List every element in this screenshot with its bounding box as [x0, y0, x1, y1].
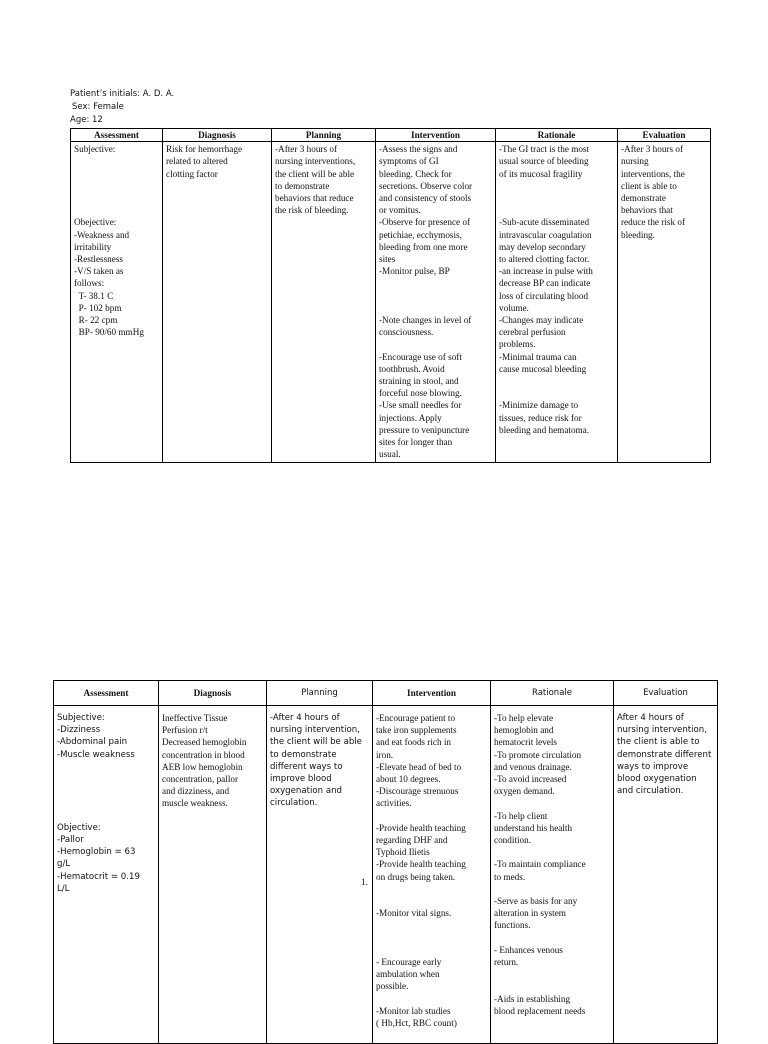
cell-line: bleeding. [621, 229, 655, 240]
header-planning: Planning [272, 129, 376, 142]
cell-line: -After 4 hours of [270, 713, 340, 723]
cell-line: regarding DHF and [376, 835, 448, 846]
cell-line [494, 932, 610, 944]
table-header-row [71, 129, 711, 142]
cell-line: hemoglobin and [494, 725, 554, 736]
cell-line [74, 168, 159, 180]
cell-line: and dizziness, and [162, 786, 230, 797]
cell-line [74, 192, 159, 204]
assessment-cell [71, 142, 163, 463]
cell-line: of its mucosal fragility [499, 168, 583, 179]
cell-line [499, 192, 614, 204]
cell-line: concentration, pallor [162, 774, 239, 785]
cell-line [57, 810, 155, 822]
planning-cell [267, 706, 373, 1044]
cell-line: symptoms of GI [379, 156, 439, 167]
cell-line: -Encourage use of soft [379, 351, 462, 362]
patient-initials: Patient’s initials: A. D. A. [70, 89, 175, 99]
cell-line: -Use small needles for [379, 400, 462, 411]
cell-line: petichiae, ecchymosis, [379, 229, 462, 240]
cell-line [499, 180, 614, 192]
cell-line: -After 3 hours of [275, 144, 337, 155]
header-assessment: Assessment [54, 681, 159, 706]
cell-line: -Minimal trauma can [499, 351, 577, 362]
diagnosis-cell [163, 142, 272, 463]
cell-line: the client will be able [275, 168, 355, 179]
cell-line: -Assess the signs and [379, 144, 458, 155]
header-intervention: Intervention [373, 681, 491, 706]
cell-line: -Aids in establishing [494, 993, 571, 1004]
cell-line: -Monitor vital signs. [376, 908, 452, 919]
cell-line: volume. [499, 302, 529, 313]
cell-line: take iron supplements [376, 725, 457, 736]
cell-line: -Muscle weakness [57, 749, 135, 760]
cell-line: nursing [621, 156, 649, 167]
rationale-cell [496, 142, 618, 463]
cell-line: ( Hb,Hct, RBC count) [376, 1017, 457, 1028]
cell-line: clotting factor [166, 168, 218, 179]
cell-line: activities. [376, 798, 412, 809]
cell-line: behaviors that [621, 205, 673, 216]
cell-line [57, 797, 155, 809]
cell-line: forceful nose blowing. [379, 388, 462, 399]
cell-line: circulation. [270, 798, 318, 809]
cell-line [494, 846, 610, 858]
cell-line [499, 204, 614, 216]
cell-line: bleeding and hematoma. [499, 424, 590, 435]
cell-line: -The GI tract is the most [499, 144, 590, 155]
diagnosis-cell [159, 706, 267, 1044]
care-plan-table-2 [53, 680, 718, 1044]
cell-line: secretions. Observe color [379, 180, 473, 191]
cell-line: to demonstrate [275, 180, 330, 191]
cell-line: Subjective: [57, 713, 105, 723]
cell-line: -Provide health teaching [376, 859, 466, 870]
evaluation-cell [614, 706, 718, 1044]
table-header-row [54, 681, 718, 706]
header-evaluation: Evaluation [618, 129, 711, 142]
cell-line: tissues, reduce risk for [499, 412, 582, 423]
cell-line: -Discourage strenuous [376, 786, 459, 797]
cell-line [379, 277, 492, 289]
cell-line: -Hemoglobin = 63 [57, 847, 136, 858]
patient-info [70, 88, 174, 127]
cell-line: -Dizziness [57, 725, 101, 736]
cell-line: Decreased hemoglobin [162, 737, 247, 748]
cell-line: Ineffective Tissue [162, 713, 228, 723]
header-planning: Planning [267, 681, 373, 706]
cell-line: injections. Apply [379, 412, 442, 423]
cell-line [499, 387, 614, 399]
cell-line: -Sub-acute disseminated [499, 217, 590, 228]
cell-line: follows: [74, 278, 105, 289]
assessment-cell [54, 706, 159, 1044]
cell-line: the risk of bleeding. [275, 205, 349, 216]
cell-line: on drugs being taken. [376, 871, 456, 882]
cell-line: ambulation when [376, 969, 440, 980]
cell-line: -Minimize damage to [499, 400, 579, 411]
cell-line: -V/S taken as [74, 266, 124, 277]
cell-line: and consistency of stools [379, 193, 472, 204]
cell-line: cause mucosal bleeding [499, 363, 587, 374]
cell-line: the client is able to [617, 737, 700, 748]
care-plan-table-1 [70, 128, 711, 463]
header-evaluation: Evaluation [614, 681, 718, 706]
cell-line: -After 3 hours of [621, 144, 683, 155]
cell-line: -Monitor lab studies [376, 1005, 451, 1016]
cell-line: iron. [376, 749, 394, 760]
cell-line [376, 919, 487, 931]
cell-line: and venous drainage. [494, 761, 572, 772]
cell-line: muscle weakness. [162, 798, 228, 809]
table-row [71, 142, 711, 463]
cell-line [57, 773, 155, 785]
cell-line: cerebral perfusion [499, 327, 566, 338]
cell-line: intravascular coagulation [499, 229, 592, 240]
cell-line: return. [494, 957, 519, 967]
cell-line: Subjective: [74, 144, 116, 155]
cell-line [499, 375, 614, 387]
cell-line: -Weakness and [74, 229, 130, 240]
intervention-cell [376, 142, 496, 463]
evaluation-cell [618, 142, 711, 463]
cell-line: condition. [494, 835, 532, 846]
cell-line: and circulation. [617, 786, 684, 797]
cell-line: concentration in blood [162, 749, 245, 760]
cell-line [376, 810, 487, 822]
cell-line: different ways to [270, 761, 343, 772]
cell-line [74, 180, 159, 192]
cell-line [376, 944, 487, 956]
cell-line [74, 155, 159, 167]
cell-line [376, 883, 487, 895]
cell-line [57, 785, 155, 797]
cell-line: -To help client [494, 810, 548, 821]
header-rationale: Rationale [491, 681, 614, 706]
cell-line: -Abdominal pain [57, 737, 128, 748]
cell-line: nursing interventions, [275, 156, 356, 167]
cell-line: -To maintain compliance [494, 859, 586, 870]
cell-line: reduce the risk of [621, 217, 686, 228]
cell-line: sites for longer than [379, 437, 453, 448]
cell-line: AEB low hemoglobin [162, 761, 243, 772]
cell-line: problems. [499, 339, 536, 350]
cell-line: toothbrush. Avoid [379, 363, 445, 374]
cell-line: -To help elevate [494, 713, 554, 723]
cell-line: Obejective: [74, 217, 117, 228]
cell-line: ways to improve [617, 761, 689, 772]
cell-line [494, 797, 610, 809]
header-intervention: Intervention [376, 129, 496, 142]
cell-line: -Encourage patient to [376, 713, 456, 723]
cell-line: improve blood [270, 774, 332, 785]
cell-line: may develop secondary [499, 241, 586, 252]
header-rationale: Rationale [496, 129, 618, 142]
cell-line: and eat foods rich in [376, 737, 452, 748]
cell-line: g/L [57, 859, 71, 870]
table-row [54, 706, 718, 1044]
cell-line: -Pallor [57, 834, 84, 845]
cell-line: BP- 90/60 mmHg [74, 327, 144, 338]
cell-line: -Monitor pulse, BP [379, 266, 450, 277]
cell-line: Perfusion r/t [162, 725, 208, 736]
cell-line: about 10 degrees. [376, 774, 441, 785]
cell-line: hematocrit levels [494, 737, 558, 748]
cell-line: -To avoid increased [494, 774, 567, 785]
cell-line: the client will be able [270, 737, 362, 748]
cell-line [379, 338, 492, 350]
cell-line: possible. [376, 981, 409, 992]
cell-line [494, 980, 610, 992]
cell-line: to demonstrate [270, 749, 337, 760]
cell-line: behaviors that reduce [275, 193, 354, 204]
cell-line: usual. [379, 449, 401, 460]
patient-age: Age: 12 [70, 115, 103, 125]
cell-line: demonstrate different [617, 749, 712, 760]
cell-line: functions. [494, 920, 531, 931]
cell-line: or vomitus. [379, 205, 421, 216]
cell-line: -Observe for presence of [379, 217, 471, 228]
cell-line: alteration in system [494, 908, 566, 919]
cell-line: bleeding from one more [379, 241, 468, 252]
cell-line [379, 290, 492, 302]
cell-line: consciousness. [379, 327, 434, 338]
cell-line: bleeding. Check for [379, 168, 452, 179]
cell-line: -Hematocrit = 0.19 [57, 871, 140, 882]
cell-line: After 4 hours of [617, 713, 684, 723]
cell-line [494, 883, 610, 895]
cell-line: Risk for hemorrhage [166, 144, 243, 155]
intervention-cell [373, 706, 491, 1044]
cell-line: blood oxygenation [617, 774, 697, 785]
header-diagnosis: Diagnosis [159, 681, 267, 706]
cell-line: P- 102 bpm [74, 302, 122, 313]
cell-line: pressure to venipuncture [379, 424, 470, 435]
cell-line: -Restlessness [74, 253, 123, 264]
cell-line: to meds. [494, 871, 526, 882]
cell-line: straining in stool, and [379, 376, 459, 386]
cell-line: irritability [74, 241, 112, 252]
cell-line: Typhoid Ilietis [376, 847, 430, 858]
cell-line: nursing intervention, [270, 725, 360, 736]
list-number-marker: 1. [361, 877, 368, 887]
cell-line [376, 993, 487, 1005]
cell-line: oxygenation and [270, 786, 342, 797]
cell-line: oxygen demand. [494, 786, 555, 797]
cell-line [379, 302, 492, 314]
cell-line: nursing intervention, [617, 725, 707, 736]
cell-line: T- 38.1 C [74, 290, 114, 301]
cell-line: -Note changes in level of [379, 315, 472, 325]
cell-line: decrease BP can indicate [499, 278, 591, 289]
cell-line: demonstrate [621, 193, 666, 204]
rationale-cell [491, 706, 614, 1044]
cell-line: client is able to [621, 180, 677, 191]
cell-line: -To promote circulation [494, 749, 582, 760]
cell-line: interventions, the [621, 168, 685, 179]
header-assessment: Assessment [71, 129, 163, 142]
cell-line: blood replacement needs [494, 1005, 586, 1016]
cell-line: R- 22 cpm [74, 314, 118, 325]
cell-line: Objective: [57, 822, 101, 833]
cell-line: -Elevate head of bed to [376, 761, 462, 772]
cell-line [74, 204, 159, 216]
cell-line [376, 932, 487, 944]
cell-line: -an increase in pulse with [499, 266, 593, 277]
cell-line: - Enhances venous [494, 944, 563, 955]
cell-line: usual source of bleeding [499, 156, 589, 167]
cell-line: L/L [57, 883, 70, 894]
header-diagnosis: Diagnosis [163, 129, 272, 142]
cell-line: sites [379, 254, 396, 265]
cell-line: understand his health [494, 822, 573, 833]
planning-cell [272, 142, 376, 463]
cell-line: -Changes may indicate [499, 315, 584, 325]
patient-sex: Sex: Female [72, 102, 124, 112]
cell-line [376, 895, 487, 907]
cell-line [494, 968, 610, 980]
cell-line: to altered clotting factor. [499, 253, 590, 264]
cell-line: -Provide health teaching [376, 822, 466, 833]
cell-line: - Encourage early [376, 956, 442, 967]
cell-line [57, 761, 155, 773]
cell-line: related to altered [166, 156, 228, 167]
cell-line: loss of circulating blood [499, 290, 589, 301]
cell-line: -Serve as basis for any [494, 896, 578, 906]
